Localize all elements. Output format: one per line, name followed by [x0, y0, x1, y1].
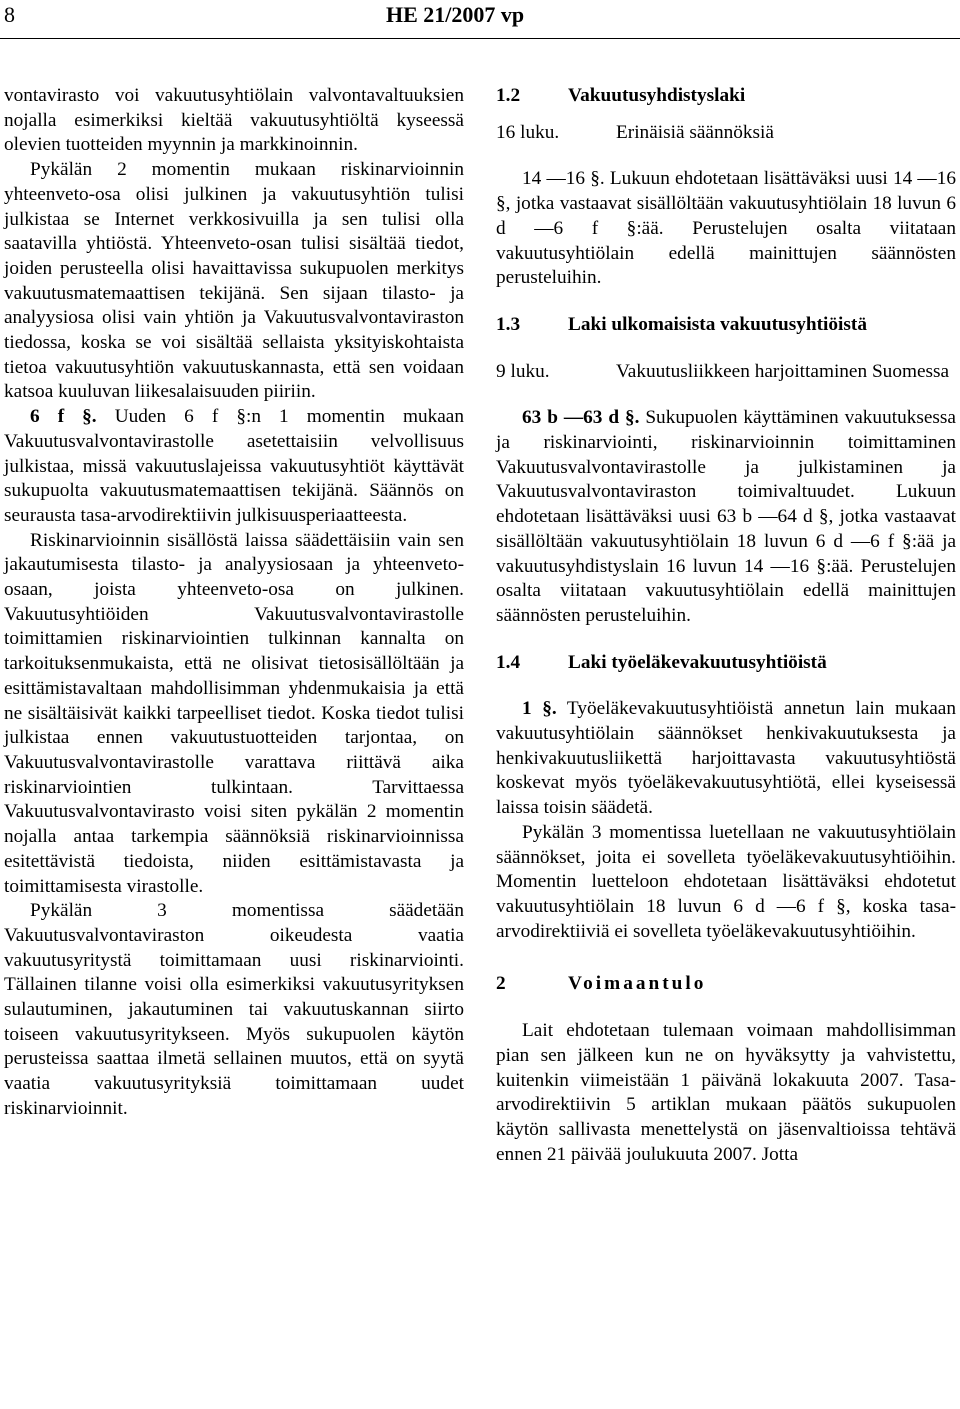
paragraph-text: Työeläkevakuutusyhtiöistä annetun lain mukaan vakuutusyhtiölain säännökset henkivakuutuksesta ja henkivakuutusliikettä harjoittavasta vakuutusyhtiöstä koskevat myös työeläkevakuutusyhtiötä, ellei kyseisessä laissa toisin säädetä.	[496, 698, 956, 819]
section-number: 1.3	[496, 313, 521, 335]
section-number: 1.4	[496, 651, 521, 673]
header-rule	[0, 38, 960, 39]
page-number: 8	[4, 2, 15, 27]
right-column	[496, 84, 956, 1167]
paragraph-text: Sukupuolen käyttäminen vakuutuksessa ja riskinarviointi, riskinarvioinnin toimittaminen Vakuutusvalvontavirastolle ja julkistaminen ja Vakuutusvalvontaviraston toimivaltuudet. Lukuun ehdotetaan lisättäväksi uusi 63 b —64 d §, jotka vastaavat sisällöltään vakuutusyhtiölain 18 luvun 6 d —6 f §:ää ja vakuutusyhdistyslain 16 luvun 14 —16 §:ää. Perustelujen osalta viitataan vakuutusyhtiölain edellä mainittujen säännösten perusteluihin.	[496, 407, 956, 626]
paragraph: Riskinarvioinnin sisällöstä laissa säädettäisiin vain sen jakautumisesta tilasto- ja analyysiosaan ja yhteenveto-osaan, joista yhteenveto-osa on julkinen. Vakuutusyhtiöiden Vakuutusvalvontavirastolle toimittamien riskinarviointien tulkinnan kannalta on tarkoituksenmukaista, että ne olisivat tietosisällöltään ja esittämistavaltaan mahdollisimman yhdenmukaisia ja että ne sisältäisivät kaikki tarpeelliset tiedot. Koska tiedot tulisi julkistaa ennen vakuutustuotteiden tarjontaa, on Vakuutusvalvontavirastolle varattava riittävä aika riskinarviointien tulkintaan. Tarvittaessa Vakuutusvalvontavirasto voisi siten pykälän 2 momentin nojalla antaa tarkempia säännöksiä riskinarvioinnissa esitettävistä tiedoista, niiden esittämistavasta ja toimittamisesta virastolle.	[4, 529, 464, 897]
section-heading-1-3	[496, 313, 956, 338]
chapter-label: 16 luku.	[496, 121, 560, 143]
chapter-title: Vakuutusliikkeen harjoittaminen Suomessa	[616, 360, 950, 382]
paragraph-text: Uuden 6 f §:n 1 momentin mukaan Vakuutusvalvontavirastolle asetettaisiin velvollisuus julkistaa, missä vakuutuslajeissa vakuutusyhtiöt käyttävät sukupuolta vakuutusmatemaattisen tekijänä. Säännös on seurausta tasa-arvodirektiivin julkisuusperiaatteesta.	[4, 406, 464, 526]
paragraph: Pykälän 3 momentissa luetellaan ne vakuutusyhtiölain säännökset, joita ei sovelleta työeläkevakuutusyhtiöihin. Momentin luetteloon ehdotetaan lisättäväksi ehdotetut vakuutusyhtiölain 18 luvun 6 d —6 f §, koska tasa-arvodirektiiviä ei sovelleta työeläkevakuutusyhtiöihin.	[496, 821, 956, 942]
section-title: Laki työeläkevakuutusyhtiöistä	[568, 651, 827, 673]
section-number: 2	[496, 973, 506, 995]
section-title: Vakuutusyhdistyslaki	[568, 85, 746, 106]
section-heading-1-2	[496, 84, 956, 109]
paragraph	[4, 405, 464, 529]
chapter-label: 9 luku.	[496, 360, 550, 382]
section-heading-2	[496, 972, 956, 997]
paragraph: Pykälän 2 momentin mukaan riskinarvioinnin yhteenveto-osa olisi julkinen ja vakuutusyhtiön tulisi julkistaa se Internet verkkosivuilla ja sen tulisi olla saatavilla yhtiöstä. Yhteenveto-osan tulisi sisältää tiedot, joiden perusteella olisi havaittavissa sukupuolen merkitys vakuutusmatemaattisen tekijänä. Sen sijaan tilasto- ja analyysiosa olisi vain yhtiön ja Vakuutusvalvontaviraston tiedossa, koska se voi sisältää sellaista yksityiskohtaista tietoa vakuutusyhtiön vakuutuskannasta, että sen voidaan katsoa kuuluvan liikesalaisuuden piiriin.	[4, 159, 464, 403]
paragraph	[496, 406, 956, 628]
left-column	[4, 84, 464, 1122]
paragraph: Lait ehdotetaan tulemaan voimaan mahdollisimman pian sen jälkeen kun ne on hyväksytty ja vahvistettu, kuitenkin viimeistään 1 päivänä lokakuuta 2007. Tasa-arvodirektiivin 5 artiklan mukaan päätös sukupuolen käytön sallivasta menettelystä on jäsenvaltioissa tehtävä ennen 21 päivää joulukuuta 2007. Jotta	[496, 1020, 956, 1165]
section-title: Voimaantulo	[568, 973, 707, 995]
page-header	[0, 0, 960, 36]
section-ref: 1 §.	[522, 698, 557, 720]
section-heading-1-4	[496, 651, 956, 676]
paragraph: vontavirasto voi vakuutusyhtiölain valvontavaltuuksien nojalla esimerkiksi kieltää vakuutusyhtiöltä kyseessä olevien tuotteiden myynnin ja markkinoinnin.	[4, 85, 464, 156]
paragraph: Pykälän 3 momentissa säädetään Vakuutusvalvontaviraston oikeudesta vaatia vakuutusyritystä toimittamaan uusi riskinarviointi. Tällainen tilanne voisi olla esimerkiksi vakuutusyrityksen sulautuminen, jakautuminen tai vakuutuskannan siirto toiseen vakuutusyritykseen. Myös sukupuolen käytön perusteissa saattaa ilmetä sellainen muutos, että on syytä vaatia vakuutusyrityksiä toimittamaan uudet riskinarvioinnit.	[4, 900, 464, 1119]
section-number: 1.2	[496, 85, 521, 106]
chapter-heading-16	[496, 121, 956, 146]
chapter-heading-9	[496, 360, 956, 385]
section-title: Laki ulkomaisista vakuutusyhtiöistä	[568, 313, 867, 335]
section-ref: 6 f §.	[30, 406, 97, 428]
document-id: HE 21/2007 vp	[386, 2, 525, 27]
paragraph	[496, 697, 956, 821]
paragraph: 14 —16 §. Lukuun ehdotetaan lisättäväksi uusi 14 —16 §, jotka vastaavat sisällöltään vakuutusyhtiölain 18 luvun 6 d —6 f §:ää. Perustelujen osalta viitataan vakuutusyhtiölain edellä mainittujen säännösten perusteluihin.	[496, 168, 956, 289]
chapter-title: Erinäisiä säännöksiä	[616, 121, 774, 143]
section-ref: 63 b —63 d §.	[522, 407, 640, 429]
